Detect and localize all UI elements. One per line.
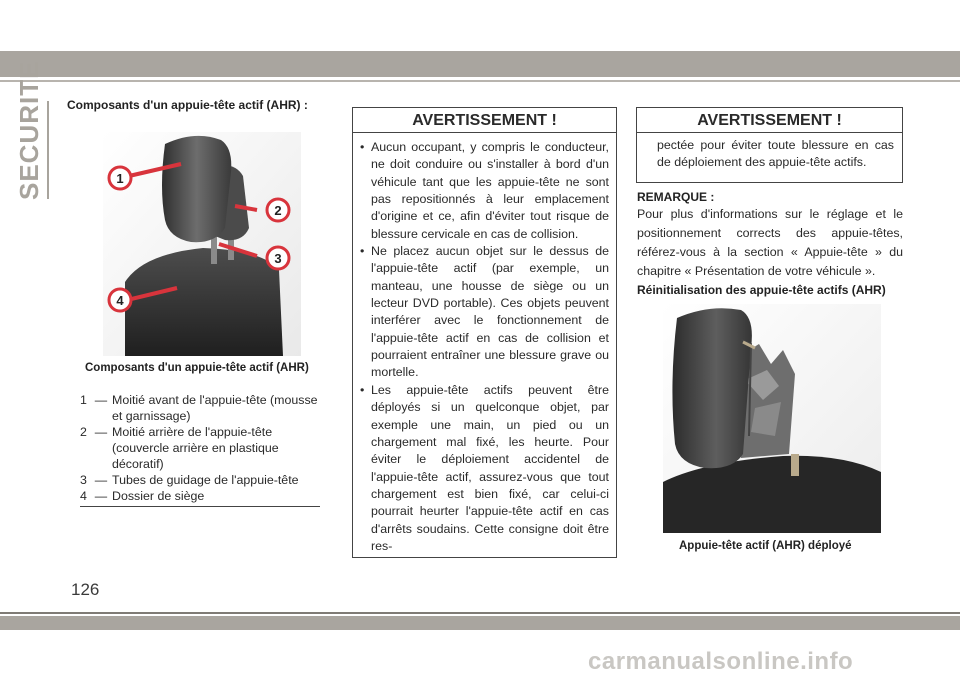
deployed-headrest-photo [663,304,881,533]
callout-4: 4 [116,293,124,308]
warning-continuation: pectée pour éviter toute blessure en cas de déploiement des appuie-tête actifs. [657,138,894,169]
parts-list [80,392,320,507]
note-heading: REMARQUE : [637,190,715,204]
note-text: Pour plus d'informations sur le réglage et le positionnement corrects des appuie-têtes, référez-vous à la section « Appuie-tête » du chapitre « Présentation de votre véhicule ». [637,207,903,278]
list-item: 3 — Tubes de guidage de l'appuie-tête [80,473,299,487]
components-figure-caption: Composants d'un appuie-tête actif (AHR) [85,362,309,374]
header-rule [0,80,960,82]
deployed-headrest-illustration [663,304,881,533]
list-item: • Aucun occupant, y compris le conducteur, ne doit conduire ou s'installer à bord d'un véhicule tant que les appuie-tête ne sont pas repositionnés à leur emplacement d'origine et ce, afin d'éviter tout risque de blessure cervicale en cas de collision. [371,139,609,243]
warning-box-2 [636,107,903,183]
footer-rule [0,612,960,614]
footer-band [0,616,960,630]
section-tab-underline [47,101,49,199]
page-number: 126 [71,580,100,599]
warning-box-1 [352,107,617,558]
warning-title: AVERTISSEMENT ! [637,108,902,133]
warning-title: AVERTISSEMENT ! [353,108,616,133]
list-item: • Les appuie-tête actifs peuvent être déployés si un quelconque objet, par exemple une main, un pied ou un chargement mal fixé, les heurte. Pour éviter le déploiement accidentel de l'appuie-tête actif, assurez-vous que tout chargement est bien fixé, car celui-ci pourrait heurter l'appuie-tête actif en cas d'arrêts soudains. Cette consigne doit être res- [371,382,609,555]
reset-heading: Réinitialisation des appuie-tête actifs (AHR) [637,283,886,297]
warning-list [353,133,616,561]
callout-3: 3 [274,251,282,266]
watermark: carmanualsonline.info [588,648,854,675]
headrest-components-illustration [103,132,301,356]
callout-2: 2 [274,203,282,218]
headrest-components-photo [103,132,301,356]
callout-1: 1 [116,171,124,186]
section-tab: SECURITE [14,60,44,200]
header-band [0,51,960,77]
list-item: 1 — Moitié avant de l'appuie-tête (mousse et garnissage) [80,393,318,423]
list-item: 2 — Moitié arrière de l'appuie-tête (couvercle arrière en plastique décoratif) [80,425,279,471]
list-item: 4 — Dossier de siège [80,489,205,503]
list-item: • Ne placez aucun objet sur le dessus de l'appuie-tête actif (par exemple, un manteau, une housse de siège ou un lecteur DVD portable). Ces objets peuvent interférer avec le fonctionnement de l'appuie-tête actif en cas de collision et pourraient entraîner une blessure grave ou mortelle. [371,243,609,382]
deployed-figure-caption: Appuie-tête actif (AHR) déployé [679,540,852,552]
components-heading: Composants d'un appuie-tête actif (AHR) : [67,98,308,112]
